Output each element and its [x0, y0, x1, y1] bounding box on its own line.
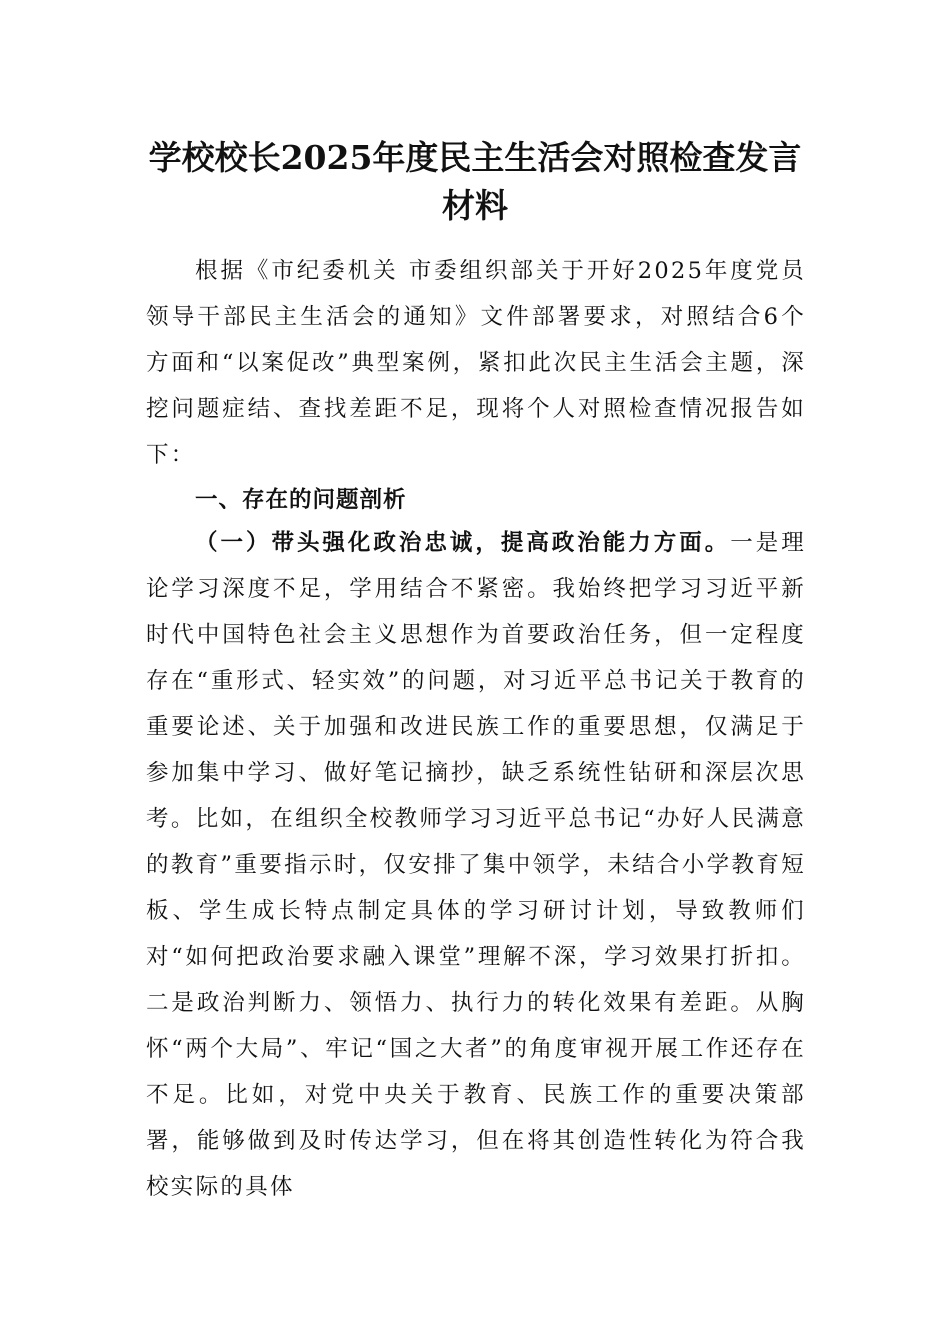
- section-paragraph: [146, 520, 806, 1210]
- document-title: 学校校长2025年度民主生活会对照检查发言材料: [148, 138, 802, 226]
- section-heading: 一、存在的问题剖析: [195, 487, 407, 513]
- intro-paragraph: 根据《市纪委机关 市委组织部关于开好2025年度党员领导干部民主生活会的通知》文件部署要求，对照结合6个方面和“以案促改”典型案例，紧扣此次民主生活会主题，深挖问题症结、查找差距不足，现将个人对照检查情况报告如下：: [146, 258, 806, 468]
- subsection-body: 一是理论学习深度不足，学用结合不紧密。我始终把学习习近平新时代中国特色社会主义思想作为首要政治任务，但一定程度存在“重形式、轻实效”的问题，对习近平总书记关于教育的重要论述、关于加强和改进民族工作的重要思想，仅满足于参加集中学习、做好笔记摘抄，缺乏系统性钻研和深层次思考。比如，在组织全校教师学习习近平总书记“办好人民满意的教育”重要指示时，仅安排了集中领学，未结合小学教育短板、学生成长特点制定具体的学习研讨计划，导致教师们对“如何把政治要求融入课堂”理解不深，学习效果打折扣。二是政治判断力、领悟力、执行力的转化效果有差距。从胸怀“两个大局”、牢记“国之大者”的角度审视开展工作还存在不足。比如，对党中央关于教育、民族工作的重要决策部署，能够做到及时传达学习，但在将其创造性转化为符合我校实际的具体: [146, 530, 806, 1200]
- subsection-heading: （一）带头强化政治忠诚，提高政治能力方面。: [195, 530, 731, 556]
